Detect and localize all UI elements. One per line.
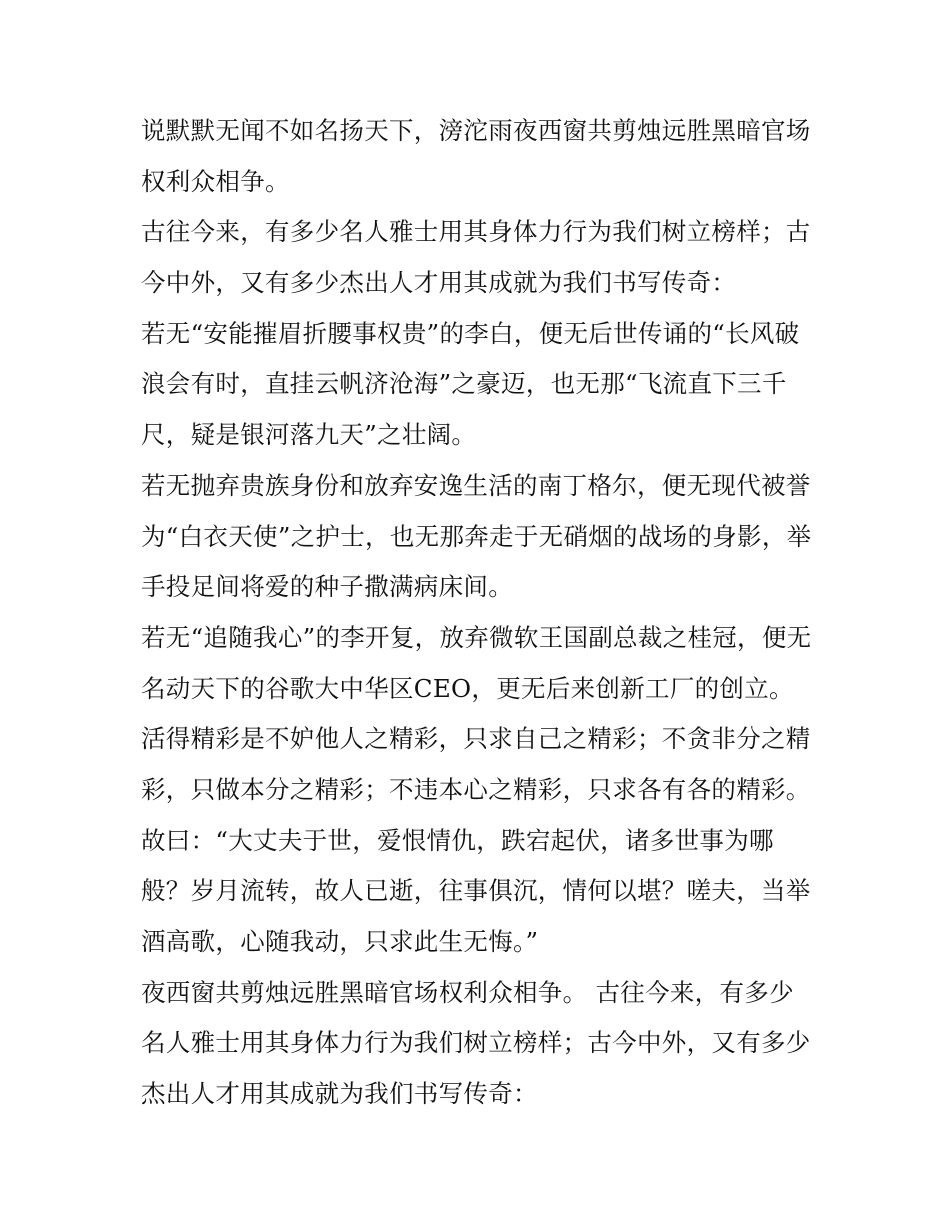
- text-line: 尺，疑是银河落九天”之壮阔。: [141, 420, 477, 450]
- text-line: 手投足间将爱的种子撒满病床间。: [141, 572, 513, 602]
- text-line: 名动天下的谷歌大中华区CEO，更无后来创新工厂的创立。: [141, 673, 794, 703]
- text-line: 夜西窗共剪烛远胜黑暗官场权利众相争。 古往今来，有多少: [141, 977, 794, 1007]
- text-line: 若无抛弃贵族身份和放弃安逸生活的南丁格尔，便无现代被誉: [141, 470, 811, 500]
- text-line: 般？岁月流转，故人已逝，往事俱沉，情何以堪？嗟夫，当举: [141, 876, 811, 906]
- text-line: 为“白衣天使”之护士，也无那奔走于无硝烟的战场的身影，举: [141, 521, 812, 551]
- essay-text: [141, 106, 821, 1120]
- text-line: 权利众相争。: [141, 166, 290, 196]
- text-line: 若无“追随我心”的李开复，放弃微软王国副总裁之桂冠，便无: [141, 622, 812, 652]
- text-line: 彩，只做本分之精彩；不违本心之精彩，只求各有各的精彩。: [141, 774, 811, 804]
- text-line: 故曰：“大丈夫于世，爱恨情仇，跌宕起伏，诸多世事为哪: [141, 825, 774, 855]
- text-line: 若无“安能摧眉折腰事权贵”的李白，便无后世传诵的“长风破: [141, 318, 800, 348]
- text-line: 杰出人才用其成就为我们书写传奇：: [141, 1079, 538, 1109]
- text-line: 活得精彩是不妒他人之精彩，只求自己之精彩；不贪非分之精: [141, 724, 811, 754]
- text-line: 浪会有时，直挂云帆济沧海”之豪迈，也无那“飞流直下三千: [141, 369, 787, 399]
- text-line: 今中外，又有多少杰出人才用其成就为我们书写传奇：: [141, 268, 737, 298]
- text-line: 名人雅士用其身体力行为我们树立榜样；古今中外，又有多少: [141, 1028, 811, 1058]
- text-line: 古往今来，有多少名人雅士用其身体力行为我们树立榜样；古: [141, 217, 811, 247]
- text-line: 酒高歌，心随我动，只求此生无悔。”: [141, 927, 539, 956]
- text-line: 说默默无闻不如名扬天下，滂沱雨夜西窗共剪烛远胜黑暗官场: [141, 116, 811, 145]
